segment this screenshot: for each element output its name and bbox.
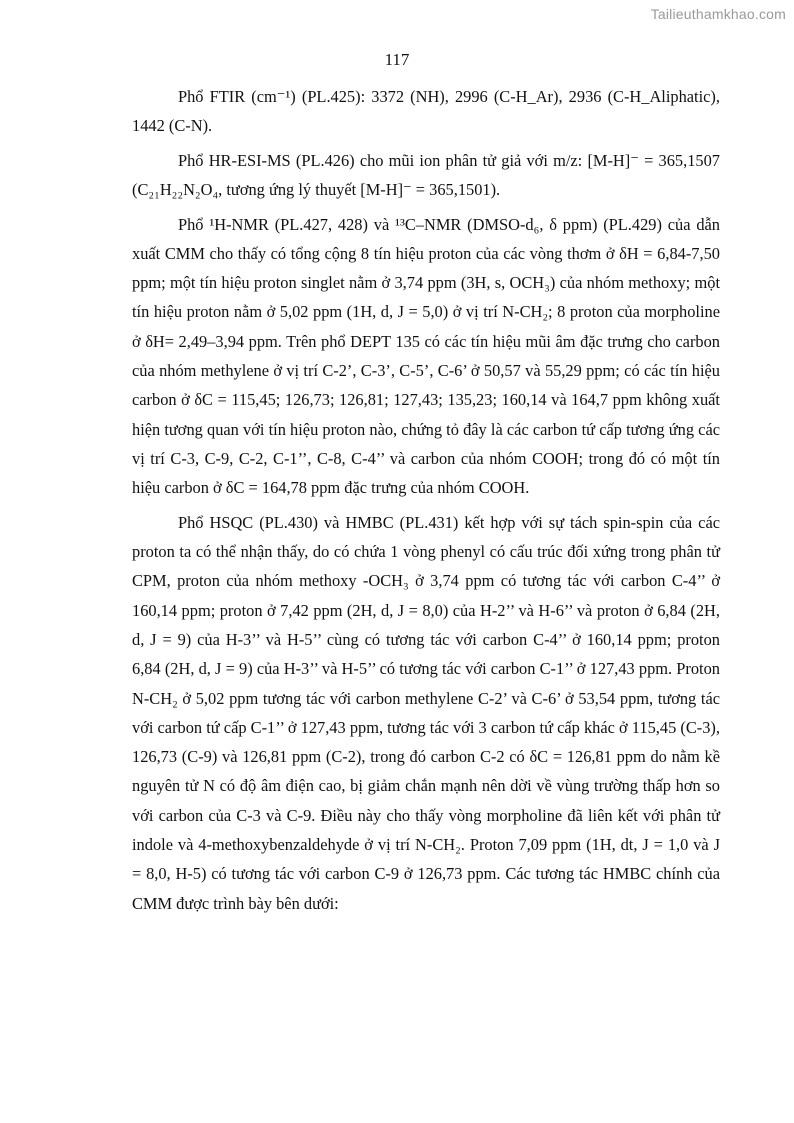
paragraph-hr-esi-ms: Phổ HR-ESI-MS (PL.426) cho mũi ion phân tử giả với m/z: [M-H]⁻ = 365,1507 (C₂₁H₂₂N₂O₄, tương ứng lý thuyết [M-H]⁻ = 365,1501). <box>132 150 720 200</box>
watermark: Tailieuthamkhao.com <box>650 6 786 22</box>
page-number: 117 <box>384 50 410 69</box>
paragraph-nmr: Phổ ¹H-NMR (PL.427, 428) và ¹³C–NMR (DMSO-d₆, δ ppm) (PL.429) của dẫn xuất CMM cho thấy có tổng cộng 8 tín hiệu proton của các vòng thơm ở δH = 6,84-7,50 ppm; một tín hiệu proton singlet nằm ở 3,74 ppm (3H, s, OCH₃) của nhóm methoxy; một tín hiệu proton nằm ở 5,02 ppm (1H, d, J = 5,0) ở vị trí N-CH₂; 8 proton của morpholine ở δH= 2,49–3,94 ppm. Trên phổ DEPT 135 có các tín hiệu mũi âm đặc trưng cho carbon của nhóm methylene ở vị trí C-2’, C-3’, C-5’, C-6’ ở 50,57 và 55,29 ppm; có các tín hiệu carbon ở δC = 115,45; 126,73; 126,81; 127,43; 135,23; 160,14 và 164,7 ppm không xuất hiện tương quan với tín hiệu proton nào, chứng tỏ đây là các carbon tứ cấp tương ứng các vị trí C-3, C-9, C-2, C-1’’, C-8, C-4’’ và carbon của nhóm COOH; trong đó có một tín hiệu carbon ở δC = 164,78 ppm đặc trưng của nhóm COOH. <box>132 214 720 498</box>
document-body <box>132 82 720 923</box>
paragraph-hsqc-hmbc: Phổ HSQC (PL.430) và HMBC (PL.431) kết hợp với sự tách spin-spin của các proton ta có thể nhận thấy, do có chứa 1 vòng phenyl có cấu trúc đối xứng trong phân tử CPM, proton của nhóm methoxy -OCH₃ ở 3,74 ppm có tương tác với carbon C-4’’ ở 160,14 ppm; proton ở 7,42 ppm (2H, d, J = 8,0) của H-2’’ và H-6’’ và proton ở 6,84 (2H, d, J = 9) của H-3’’ và H-5’’ cùng có tương tác với carbon C-4’’ ở 160,14 ppm; proton 6,84 (2H, d, J = 9) của H-3’’ và H-5’’ có tương tác với carbon C-1’’ ở 127,43 ppm. Proton N-CH₂ ở 5,02 ppm tương tác với carbon methylene C-2’ và C-6’ ở 53,54 ppm, tương tác với carbon tứ cấp C-1’’ ở 127,43 ppm, tương tác với 3 carbon tứ cấp khác ở 115,45 (C-3), 126,73 (C-9) và 126,81 ppm (C-2), trong đó carbon C-2 có δC = 126,81 ppm do nằm kề nguyên tử N có độ âm điện cao, bị giảm chắn mạnh nên dời về vùng trường thấp hơn so với carbon của C-3 và C-9. Điều này cho thấy vòng morpholine đã liên kết với phân tử indole và 4-methoxybenzaldehyde ở vị trí N-CH₂. Proton 7,09 ppm (1H, dt, J = 1,0 và J = 8,0, H-5) có tương tác với carbon C-9 ở 126,73 ppm. Các tương tác HMBC chính của CMM được trình bày bên dưới: <box>132 512 720 913</box>
paragraph-ftir: Phổ FTIR (cm⁻¹) (PL.425): 3372 (NH), 2996 (C-H_Ar), 2936 (C-H_Aliphatic), 1442 (C-N). <box>132 87 720 136</box>
